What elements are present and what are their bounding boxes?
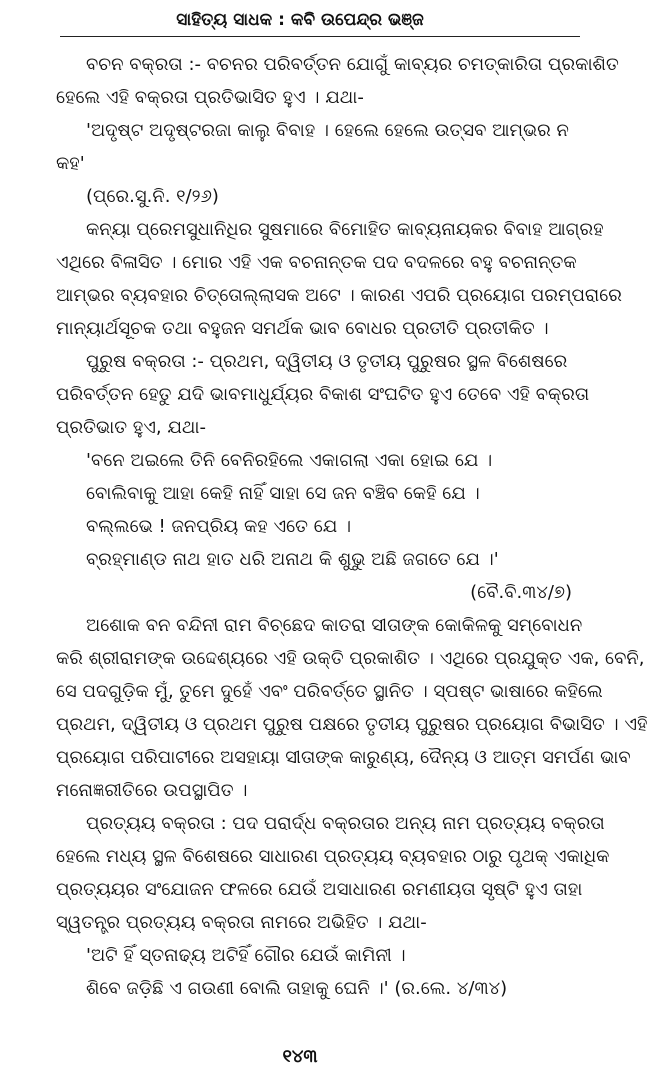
paragraph-line: ପ୍ରତ୍ୟୟ ବକ୍ରତା : ପଦ ପରାର୍ଦ୍ଧ ବକ୍ରତାର ଅନ୍ୟ ନାମ ପ୍ରତ୍ୟୟ ବକ୍ରତା — [86, 813, 605, 834]
paragraph-line: ମାନ୍ୟାର୍ଥସୂଚକ ତଥା ବହୁଜନ ସମର୍ଥକ ଭାବ ବୋଧର ପ୍ରତୀତି ପ୍ରତୀକିତ । — [56, 318, 549, 339]
citation: (ବୈ.ବି.୩୪/୭) — [470, 582, 572, 603]
paragraph-line: ସ୍ୱତନ୍ତ୍ର ପ୍ରତ୍ୟୟ ବକ୍ରତା ନାମରେ ଅଭିହିତ । ଯଥା- — [56, 912, 427, 933]
paragraph-line: ମନୋଜ୍ଞରୀତିରେ ଉପସ୍ଥାପିତ । — [56, 780, 248, 801]
paragraph-line: ପ୍ରତିଭାତ ହୁଏ, ଯଥା- — [56, 417, 206, 438]
page-body — [56, 48, 648, 1005]
paragraph-line: ପୁରୁଷ ବକ୍ରତା :- ପ୍ରଥମ, ଦ୍ୱିତୀୟ ଓ ତୃତୀୟ ପୁରୁଷର ସ୍ଥଳ ବିଶେଷରେ — [86, 351, 568, 372]
verse-line: ବଲ୍ଲଭେ ! ଜନପ୍ରିୟ କହ ଏତେ ଯେ । — [86, 516, 352, 537]
paragraph-line: ପ୍ରଥମ, ଦ୍ୱିତୀୟ ଓ ପ୍ରଥମ ପୁରୁଷ ପକ୍ଷରେ ତୃତୀୟ ପୁରୁଷର ପ୍ରୟୋଗ ବିଭାସିତ । ଏହି — [56, 714, 648, 735]
page-number: ୧୪୩ — [282, 1046, 318, 1067]
paragraph-line: ହେଲେ ଏହି ବକ୍ରତା ପ୍ରତିଭାସିତ ହୁଏ । ଯଥା- — [56, 87, 364, 108]
paragraph-line: କରି ଶ୍ରୀରାମଙ୍କ ଉଦ୍ଦେଶ୍ୟରେ ଏହି ଉକ୍ତି ପ୍ରକାଶିତ । ଏଥିରେ ପ୍ରଯୁକ୍ତ ଏକ, ବେନି, — [56, 648, 645, 669]
verse-line: 'ଅଟି ହିଁ ସ୍ତନାଢ୍ୟ ଅଟିହିଁ ଗୌର ଯେଉଁ କାମିନୀ । — [86, 945, 406, 966]
paragraph-line: କନ୍ୟା ପ୍ରେମସୁଧାନିଧିର ସୁଷମାରେ ବିମୋହିତ କାବ୍ୟନାୟକର ବିବାହ ଆଗ୍ରହ — [86, 219, 604, 240]
header-divider — [60, 36, 580, 37]
verse-line: ବ୍ରହ୍ମାଣ୍ଡ ନାଥ ହାତ ଧରି ଅନାଥ କି ଶୁଭୁ ଅଛି ଜଗତେ ଯେ ।' — [86, 549, 499, 570]
verse-line: 'ବନେ ଅଇଲେ ତିନି ବେନିରହିଲେ ଏକାଗଲା ଏକା ହୋଇ ଯେ । — [86, 450, 493, 471]
paragraph-line: ଆମ୍ଭର ବ୍ୟବହାର ଚିତ୍ତୋଲ୍ଲାସକ ଅଟେ । କାରଣ ଏପରି ପ୍ରୟୋଗ ପରମ୍ପରାରେ — [56, 285, 622, 306]
quote-line: 'ଅଦୃଷ୍ଟ ଅଦୃଷ୍ଟରଜା କାଲୁ ବିବାହ । ହେଲେ ହେଲେ ଉତ୍ସବ ଆମ୍ଭର ନ — [86, 120, 569, 141]
paragraph-line: ପ୍ରତ୍ୟୟର ସଂଯୋଜନ ଫଳରେ ଯେଉଁ ଅସାଧାରଣ ରମଣୀୟତା ସୃଷ୍ଟି ହୁଏ ତାହା — [56, 879, 583, 900]
quote-line: କହ' — [56, 153, 85, 174]
paragraph-line: ହେଲେ ମଧ୍ୟ ସ୍ଥଳ ବିଶେଷରେ ସାଧାରଣ ପ୍ରତ୍ୟୟ ବ୍ୟବହାର ଠାରୁ ପୃଥକ୍ ଏକାଧିକ — [56, 846, 610, 867]
paragraph-line: ସେ ପଦଗୁଡ଼ିକ ମୁଁ, ତୁମେ ଦୁହେଁ ଏବଂ ପରିବର୍ତ୍ତେ ସ୍ଥାନିତ । ସ୍ପଷ୍ଟ ଭାଷାରେ କହିଲେ — [56, 681, 603, 702]
paragraph-line: ପ୍ରୟୋଗ ପରିପାଟୀରେ ଅସହାୟା ସୀତାଙ୍କ କାରୁଣ୍ୟ, ଦୈନ୍ୟ ଓ ଆତ୍ମ ସମର୍ପଣ ଭାବ — [56, 747, 631, 768]
paragraph-line: ବଚନ ବକ୍ରତା :- ବଚନର ପରିବର୍ତ୍ତନ ଯୋଗୁଁ କାବ୍ୟର ଚମତ୍କାରିତା ପ୍ରକାଶିତ — [86, 54, 619, 75]
paragraph-line: ଅଶୋକ ବନ ବନ୍ଦିନୀ ରାମ ବିଚ୍ଛେଦ କାତରା ସୀତାଙ୍କ କୋକିଳକୁ ସମ୍ବୋଧନ — [86, 615, 583, 636]
verse-line: ବୋଲିବାକୁ ଆହା କେହି ନାହିଁ ସାହା ସେ ଜନ ବଞ୍ଚିବ କେହି ଯେ । — [86, 483, 480, 504]
citation: (ପ୍ରେ.ସୁ.ନି. ୧/୨୬) — [86, 186, 219, 207]
running-header: ସାହିତ୍ୟ ସାଧକ : କବି ଉପେନ୍ଦ୍ର ଭଞ୍ଜ — [176, 10, 424, 30]
paragraph-line: ଏଥିରେ ବିଳାସିତ । ମୋର ଏହି ଏକ ବଚନାନ୍ତକ ପଦ ବଦଳରେ ବହୁ ବଚନାନ୍ତକ — [56, 252, 577, 273]
paragraph-line: ପରିବର୍ତ୍ତନ ହେତୁ ଯଦି ଭାବମାଧୁର୍ଯ୍ୟର ବିକାଶ ସଂଘଟିତ ହୁଏ ତେବେ ଏହି ବକ୍ରତା — [56, 384, 590, 405]
verse-line: ଶିବେ ଜଡ଼ିଛି ଏ ଗଉଣୀ ବୋଲି ତାହାକୁ ଘେନି ।' (ର.ଲେ. ୪/୩୪) — [86, 978, 508, 999]
